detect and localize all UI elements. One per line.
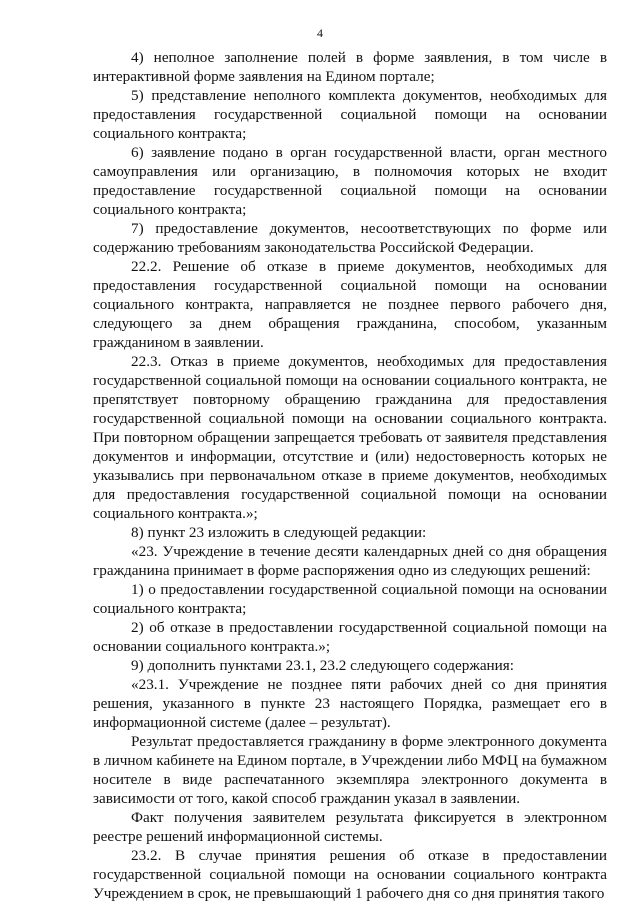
paragraph-23-2: 23.2. В случае принятия решения об отказе в предоставлении государственной социальной помощи на основании социального контракта Учреждением в срок, не превышающий 1 рабочего дня со дня принятия такого xyxy=(93,847,607,902)
paragraph-amendment-8: 8) пункт 23 изложить в следующей редакции: xyxy=(131,524,427,541)
document-body xyxy=(93,48,607,903)
paragraph-item-4: 4) неполное заполнение полей в форме заявления, в том числе в интерактивной форме заявления на Едином портале; xyxy=(93,49,607,85)
paragraph-result: Результат предоставляется гражданину в форме электронного документа в личном кабинете на Едином портале, в Учреждении либо МФЦ на бумажном носителе в виде распечатанного экземпляра электронного документа в зависимости от того, какой способ гражданин указал в заявлении. xyxy=(93,733,607,807)
paragraph-23-1: «23.1. Учреждение не позднее пяти рабочих дней со дня принятия решения, указанного в пункте 23 настоящего Порядка, размещает его в информационной системе (далее – результат). xyxy=(93,676,607,731)
paragraph-item-6: 6) заявление подано в орган государственной власти, орган местного самоуправления или организацию, в полномочия которых не входит предоставление государственной социальной помощи на основании социального контракта; xyxy=(93,144,607,218)
paragraph-amendment-9: 9) дополнить пунктами 23.1, 23.2 следующего содержания: xyxy=(131,657,515,674)
paragraph-item-5: 5) представление неполного комплекта документов, необходимых для предоставления государственной социальной помощи на основании социального контракта; xyxy=(93,87,607,142)
paragraph-23: «23. Учреждение в течение десяти календарных дней со дня обращения гражданина принимает в форме распоряжения одно из следующих решений: xyxy=(93,543,607,579)
paragraph-22-2: 22.2. Решение об отказе в приеме документов, необходимых для предоставления государственной социальной помощи на основании социального контракта, направляется не позднее первого рабочего дня, следующего за днем обращения гражданина, способом, указанным гражданином в заявлении. xyxy=(93,258,607,351)
paragraph-22-3: 22.3. Отказ в приеме документов, необходимых для предоставления государственной социальной помощи на основании социального контракта, не препятствует повторному обращению гражданина для предоставления государственной социальной помощи на основании социального контракта. При повторном обращении запрещается требовать от заявителя представления документов и информации, отсутствие и (или) недостоверность которых не указывались при первоначальном отказе в приеме документов, необходимых для предоставления государственной социальной помощи на основании социального контракта.»; xyxy=(93,353,607,522)
paragraph-item-7: 7) предоставление документов, несоответствующих по форме или содержанию требованиям законодательства Российской Федерации. xyxy=(93,220,607,256)
paragraph-23-item-1: 1) о предоставлении государственной социальной помощи на основании социального контракта; xyxy=(93,581,607,617)
paragraph-receipt-fact: Факт получения заявителем результата фиксируется в электронном реестре решений информационной системы. xyxy=(93,809,607,845)
paragraph-23-item-2: 2) об отказе в предоставлении государственной социальной помощи на основании социального контракта.»; xyxy=(93,619,607,655)
page-number: 4 xyxy=(317,26,323,40)
